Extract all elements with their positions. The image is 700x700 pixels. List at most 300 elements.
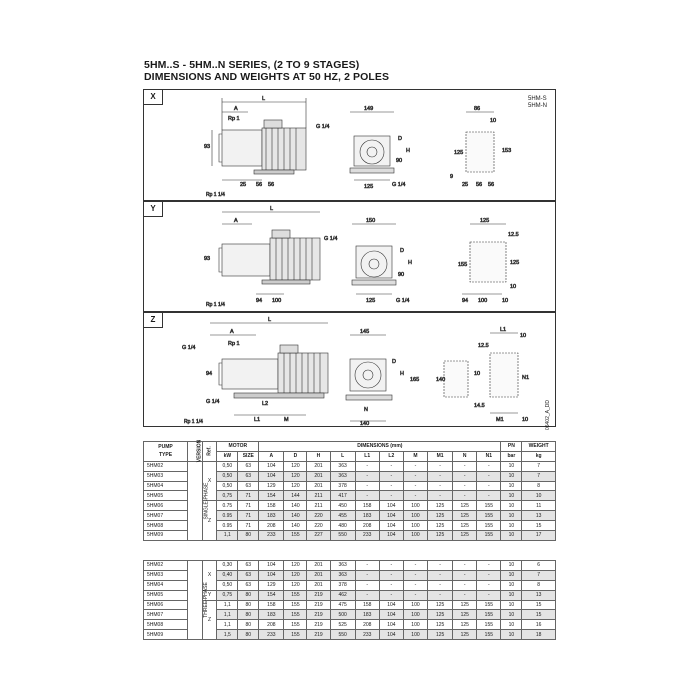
value-cell: 462 [330,590,355,600]
value-cell: 201 [307,570,330,580]
value-cell: 10 [501,600,522,610]
value-cell: 13 [522,590,556,600]
value-cell: 129 [259,481,284,491]
value-cell: 0,50 [217,461,238,471]
dim-125-c: 125 [510,260,520,266]
value-cell: 155 [284,590,307,600]
value-cell: 104 [379,600,403,610]
dim-12-5: 12.5 [478,343,489,349]
value-cell: 363 [330,561,355,571]
dim-g14-b: G 1/4 [392,182,406,188]
value-cell: 100 [403,531,427,541]
value-cell: 0,75 [217,590,238,600]
value-cell: 125 [453,511,477,521]
value-cell: 100 [403,521,427,531]
value-cell: - [355,481,379,491]
dim-A: A [234,106,238,112]
value-cell: 10 [501,461,522,471]
value-cell: - [428,570,453,580]
value-cell: 155 [477,630,501,640]
pump-front-view-x [350,112,394,180]
value-cell: - [379,491,403,501]
value-cell: 155 [284,630,307,640]
column-header: M [403,451,427,461]
dim-90: 90 [396,158,403,164]
value-cell: 10 [501,481,522,491]
value-cell: 201 [307,471,330,481]
table-row [144,561,556,571]
value-cell: 183 [355,511,379,521]
value-cell: 71 [238,491,259,501]
dim-M1: M1 [496,417,504,423]
value-cell: 104 [379,501,403,511]
dim-N: N [364,407,368,413]
dim-125-b: 125 [480,218,490,224]
column-header: kg [522,451,556,461]
value-cell: - [355,461,379,471]
value-cell: - [477,491,501,501]
value-cell: 125 [428,511,453,521]
value-cell: 15 [522,600,556,610]
panel-x-tag: X [144,90,163,105]
dim-100-b: 100 [478,298,488,304]
dim-149: 149 [364,106,374,112]
dim-90: 90 [398,272,405,278]
value-cell: 201 [307,580,330,590]
dim-g14: G 1/4 [316,124,330,130]
value-cell: 125 [428,610,453,620]
value-cell: 120 [284,461,307,471]
value-cell: 220 [307,521,330,531]
value-cell: - [403,561,427,571]
dim-165: 165 [410,377,420,383]
value-cell: 155 [477,531,501,541]
header-ref: Ref. [202,442,217,462]
value-cell: - [428,590,453,600]
title-line-1: 5HM..S - 5HM..N SERIES, (2 TO 9 STAGES) [144,59,360,71]
value-cell: 120 [284,561,307,571]
value-cell: 80 [238,531,259,541]
value-cell: 63 [238,461,259,471]
value-cell: - [477,481,501,491]
value-cell: 220 [307,511,330,521]
value-cell: 155 [477,600,501,610]
dim-L: L [270,206,274,212]
value-cell: - [403,580,427,590]
value-cell: 0,40 [217,570,238,580]
value-cell: 0,50 [217,580,238,590]
value-cell: - [477,561,501,571]
dim-125-b: 125 [454,150,464,156]
value-cell: 16 [522,620,556,630]
dim-g14: G 1/4 [182,345,196,351]
column-header: L [330,451,355,461]
table-row [144,461,556,471]
value-cell: 140 [284,521,307,531]
dim-94-b: 94 [462,298,469,304]
value-cell: 227 [307,531,330,541]
value-cell: 417 [330,491,355,501]
dim-D: D [400,248,404,254]
dim-56a: 56 [256,182,263,188]
value-cell: 15 [522,521,556,531]
value-cell: 211 [307,501,330,511]
value-cell: 208 [355,521,379,531]
value-cell: 183 [259,610,284,620]
dim-10: 10 [510,284,517,290]
value-cell: - [403,471,427,481]
value-cell: 10 [501,620,522,630]
value-cell: - [379,481,403,491]
value-cell: 378 [330,481,355,491]
ref-cell: Z [202,600,217,640]
value-cell: - [453,481,477,491]
value-cell: - [379,590,403,600]
value-cell: 455 [330,511,355,521]
value-cell: - [403,590,427,600]
value-cell: 1,1 [217,610,238,620]
value-cell: 125 [428,620,453,630]
pump-type-cell: 5HM05 [144,590,188,600]
value-cell: 0,30 [217,561,238,571]
header-pn: PN [501,442,522,452]
value-cell: - [453,561,477,571]
value-cell: 475 [330,600,355,610]
value-cell: 80 [238,610,259,620]
value-cell: 158 [259,501,284,511]
value-cell: - [403,461,427,471]
value-cell: 183 [355,610,379,620]
value-cell: 219 [307,600,330,610]
value-cell: 201 [307,461,330,471]
value-cell: 1,1 [217,600,238,610]
value-cell: - [379,471,403,481]
pump-type-cell: 5HM07 [144,610,188,620]
drawing-z [144,313,544,428]
value-cell: 104 [259,461,284,471]
value-cell: 183 [259,511,284,521]
title-line-2: DIMENSIONS AND WEIGHTS AT 50 HZ, 2 POLES [144,71,390,83]
value-cell: 100 [403,610,427,620]
pump-type-cell: 5HM06 [144,600,188,610]
dim-H: H [406,148,410,154]
dim-M: M [284,417,289,423]
value-cell: 1,1 [217,531,238,541]
value-cell: 7 [522,570,556,580]
value-cell: 10 [501,471,522,481]
value-cell: - [477,570,501,580]
value-cell: 104 [379,511,403,521]
value-cell: 201 [307,561,330,571]
value-cell: 10 [501,531,522,541]
dim-25-b: 25 [462,182,469,188]
value-cell: - [403,481,427,491]
dim-H: H [400,371,404,377]
pump-side-view-x [219,120,306,174]
ref-cell: X [202,561,217,591]
panel-x [143,89,556,201]
value-cell: 233 [259,630,284,640]
column-header: kW [217,451,238,461]
dim-10: 10 [490,118,497,124]
value-cell: 18 [522,630,556,640]
pump-type-cell: 5HM03 [144,471,188,481]
value-cell: 125 [453,501,477,511]
value-cell: 363 [330,570,355,580]
column-header: L2 [379,451,403,461]
value-cell: 233 [355,630,379,640]
value-cell: 8 [522,580,556,590]
value-cell: 104 [379,620,403,630]
value-cell: - [355,570,379,580]
drawing-y [144,202,557,313]
value-cell: 125 [453,620,477,630]
value-cell: 201 [307,481,330,491]
dim-56-c: 56 [476,182,483,188]
value-cell: 500 [330,610,355,620]
dim-12-5: 12.5 [508,232,519,238]
series-s: 5HM-S [528,96,547,102]
version-cell: SINGLE-PHASE [188,461,203,540]
value-cell: 104 [379,531,403,541]
dim-rp1: Rp 1 [228,341,240,347]
value-cell: 10 [501,570,522,580]
value-cell: 10 [501,491,522,501]
pump-front-view-z [346,335,392,421]
column-header: H [307,451,330,461]
value-cell: - [453,580,477,590]
value-cell: - [453,491,477,501]
value-cell: 155 [284,620,307,630]
dim-155: 155 [458,262,468,268]
value-cell: 17 [522,531,556,541]
value-cell: 125 [453,630,477,640]
pump-type-cell: 5HM03 [144,570,188,580]
value-cell: 71 [238,511,259,521]
value-cell: 155 [477,511,501,521]
header-version: VERSION [188,442,203,462]
dim-D: D [398,136,402,142]
value-cell: 104 [379,521,403,531]
value-cell: 0.75 [217,501,238,511]
pump-type-cell: 5HM05 [144,491,188,501]
value-cell: 1,5 [217,630,238,640]
value-cell: - [477,461,501,471]
dim-14-5: 14.5 [474,403,485,409]
value-cell: 100 [403,630,427,640]
value-cell: - [355,590,379,600]
value-cell: 140 [284,511,307,521]
value-cell: 363 [330,471,355,481]
dim-D: D [392,359,396,365]
value-cell: 208 [355,620,379,630]
value-cell: 71 [238,501,259,511]
value-cell: 208 [259,620,284,630]
value-cell: 100 [403,600,427,610]
value-cell: 0,50 [217,481,238,491]
value-cell: - [477,471,501,481]
dim-g14-b: G 1/4 [206,399,220,405]
dim-rp114: Rp 1 1/4 [206,192,225,198]
value-cell: 104 [259,561,284,571]
pump-type-cell: 5HM08 [144,620,188,630]
value-cell: 140 [284,501,307,511]
value-cell: 125 [428,630,453,640]
value-cell: - [477,590,501,600]
dim-g14: G 1/4 [324,236,338,242]
panel-z [143,312,556,431]
column-header: D [284,451,307,461]
panel-y [143,201,556,312]
value-cell: 219 [307,590,330,600]
value-cell: 480 [330,521,355,531]
value-cell: - [403,491,427,501]
value-cell: - [355,561,379,571]
value-cell: 11 [522,501,556,511]
value-cell: 104 [259,471,284,481]
dim-L: L [262,96,266,102]
column-header: M1 [428,451,453,461]
version-cell: THREE-PHASE [188,561,203,640]
value-cell: 0,75 [217,491,238,501]
dim-10-b: 10 [502,298,509,304]
value-cell: - [379,570,403,580]
value-cell: - [453,570,477,580]
pump-type-cell: 5HM04 [144,481,188,491]
value-cell: 0.95 [217,511,238,521]
value-cell: 10 [522,491,556,501]
value-cell: 10 [501,590,522,600]
dim-93: 93 [204,144,211,150]
value-cell: 10 [501,511,522,521]
pump-side-view-z [210,323,328,415]
pump-type-cell: 5HM06 [144,501,188,511]
value-cell: - [428,580,453,590]
value-cell: 211 [307,491,330,501]
value-cell: - [428,481,453,491]
header-dimensions: DIMENSIONS (mm) [259,442,501,452]
value-cell: 154 [259,590,284,600]
dim-L2: L2 [262,401,269,407]
value-cell: 125 [428,521,453,531]
value-cell: 71 [238,521,259,531]
pump-type-cell: 5HM02 [144,561,188,571]
dim-rp114: Rp 1 1/4 [184,419,203,425]
value-cell: - [428,471,453,481]
dim-56-d: 56 [488,182,495,188]
value-cell: 10 [501,561,522,571]
pump-side-view-y [219,212,320,294]
value-cell: 125 [453,521,477,531]
panel-y-tag: Y [144,202,163,217]
spec-table-three-phase [143,560,556,640]
column-header: A [259,451,284,461]
value-cell: 233 [259,531,284,541]
dim-25: 25 [240,182,247,188]
dim-140: 140 [360,421,370,427]
dim-94: 94 [206,371,213,377]
dim-L: L [268,317,272,323]
value-cell: 378 [330,580,355,590]
pump-type-cell: 5HM04 [144,580,188,590]
header-weight: WEIGHT [522,442,556,452]
value-cell: 125 [453,531,477,541]
value-cell: 550 [330,531,355,541]
ref-cell: X [202,461,217,501]
dim-rp114: Rp 1 1/4 [206,302,225,308]
value-cell: 450 [330,501,355,511]
value-cell: 63 [238,561,259,571]
value-cell: 125 [453,610,477,620]
drawing-x [144,90,557,202]
value-cell: 0.95 [217,521,238,531]
value-cell: 0,50 [217,471,238,481]
value-cell: - [428,491,453,501]
pump-front-view-y [352,224,396,294]
value-cell: 80 [238,630,259,640]
value-cell: 8 [522,481,556,491]
column-header: bar [501,451,522,461]
dim-10-c: 10 [522,417,529,423]
dim-H: H [408,260,412,266]
value-cell: 120 [284,481,307,491]
value-cell: 100 [403,620,427,630]
value-cell: - [428,561,453,571]
value-cell: - [428,461,453,471]
value-cell: 63 [238,580,259,590]
value-cell: - [453,590,477,600]
value-cell: 10 [501,501,522,511]
value-cell: 125 [428,501,453,511]
value-cell: 144 [284,491,307,501]
document-title [144,59,389,83]
value-cell: 120 [284,580,307,590]
dim-125: 125 [364,184,374,190]
column-header: L1 [355,451,379,461]
value-cell: 158 [355,501,379,511]
pump-type-cell: 5HM07 [144,511,188,521]
value-cell: 155 [477,501,501,511]
dim-94: 94 [256,298,263,304]
value-cell: 7 [522,461,556,471]
value-cell: 155 [284,531,307,541]
column-header: SIZE [238,451,259,461]
value-cell: 80 [238,590,259,600]
value-cell: 63 [238,570,259,580]
value-cell: 219 [307,610,330,620]
series-n: 5HM-N [528,103,547,109]
value-cell: - [355,471,379,481]
value-cell: 120 [284,570,307,580]
dim-10-b: 10 [474,371,481,377]
value-cell: 80 [238,620,259,630]
value-cell: - [453,461,477,471]
dim-9: 9 [450,174,454,180]
value-cell: 155 [477,521,501,531]
value-cell: 219 [307,620,330,630]
value-cell: 155 [477,620,501,630]
value-cell: 233 [355,531,379,541]
dim-125: 125 [366,298,376,304]
dim-A: A [230,329,234,335]
value-cell: 155 [477,610,501,620]
dim-56b: 56 [268,182,275,188]
value-cell: 363 [330,461,355,471]
value-cell: 7 [522,471,556,481]
value-cell: - [379,580,403,590]
dim-A: A [234,218,238,224]
dim-10: 10 [520,333,527,339]
